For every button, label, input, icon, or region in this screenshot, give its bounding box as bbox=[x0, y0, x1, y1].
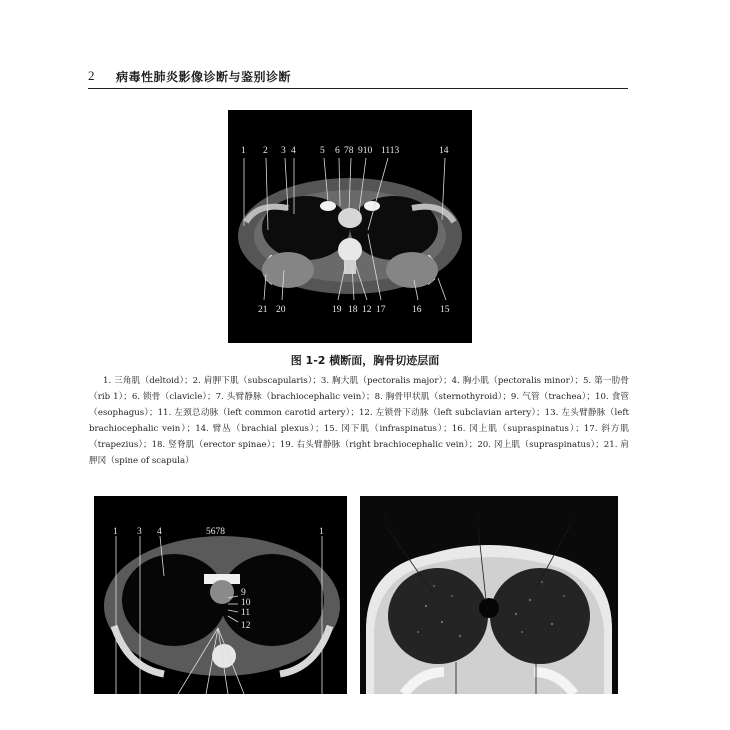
ct-figure-1-2 bbox=[228, 110, 472, 343]
label-9: 9 bbox=[241, 588, 246, 598]
label-1-right: 1 bbox=[319, 527, 324, 537]
label-1113: 1113 bbox=[381, 146, 400, 156]
ct-figure-lung-window bbox=[360, 496, 618, 694]
page-number: 2 bbox=[88, 68, 95, 83]
label-5: 5 bbox=[320, 146, 325, 156]
label-5678: 5678 bbox=[206, 527, 225, 537]
label-10: 10 bbox=[241, 598, 251, 608]
label-14: 14 bbox=[439, 146, 449, 156]
label-1: 1 bbox=[476, 513, 481, 523]
label-11: 11 bbox=[241, 608, 251, 618]
label-4: 4 bbox=[291, 146, 296, 156]
ct-scan-lung-window bbox=[360, 496, 618, 694]
figure-caption-body: 1. 三角肌（deltoid）；2. 肩胛下肌（subscapularis）；3. 胸大肌（pectoralis major）；4. 胸小肌（pectoralis minor）；5. 第一肋骨（rib 1）；6. 锁骨（clavicle）；7. 头臂静脉（brachiocephalic vein）；8. 胸骨甲状肌（sternothyroid）；9. 气管（trachea）；10. 食管（esophagus）；11. 左颈总动脉（left common carotid artery）；12. 左锁骨下动脉（left subclavian artery）；13. 左头臂静脉（left brachiocephalic vein）；14. 臂丛（brachial plexus）；15. 冈下肌（infraspinatus）；16. 冈上肌（supraspinatus）；17. 斜方肌（trapezius）；18. 竖脊肌（erector spinae）；19. 右头臂静脉（right brachiocephalic vein）；20. 冈上肌（supraspinatus）；21. 肩胛冈（spine of scapula） bbox=[89, 376, 629, 466]
label-3: 3 bbox=[281, 146, 286, 156]
label-21: 21 bbox=[258, 305, 268, 315]
label-15: 15 bbox=[440, 305, 450, 315]
label-6: 6 bbox=[335, 146, 340, 156]
label-3: 3 bbox=[137, 527, 142, 537]
ct-figure-mediastinal-window bbox=[94, 496, 347, 694]
figure-caption-title: 图 1-2 横断面，胸骨切迹层面 bbox=[290, 354, 440, 367]
label-3-right: 3 bbox=[568, 513, 573, 523]
label-910: 910 bbox=[358, 146, 373, 156]
label-2: 2 bbox=[263, 146, 268, 156]
label-19: 19 bbox=[332, 305, 342, 315]
label-18: 18 bbox=[348, 305, 358, 315]
label-12: 12 bbox=[362, 305, 372, 315]
label-17: 17 bbox=[376, 305, 386, 315]
page-header bbox=[88, 66, 628, 89]
label-4: 4 bbox=[157, 527, 162, 537]
label-12: 12 bbox=[241, 621, 251, 631]
book-title: 病毒性肺炎影像诊断与鉴别诊断 bbox=[116, 70, 292, 84]
ct-scan-mediastinal bbox=[94, 496, 347, 694]
label-1: 1 bbox=[113, 527, 118, 537]
label-3-left: 3 bbox=[382, 513, 387, 523]
label-16: 16 bbox=[412, 305, 422, 315]
label-78: 78 bbox=[344, 146, 354, 156]
label-20: 20 bbox=[276, 305, 286, 315]
label-1: 1 bbox=[241, 146, 246, 156]
